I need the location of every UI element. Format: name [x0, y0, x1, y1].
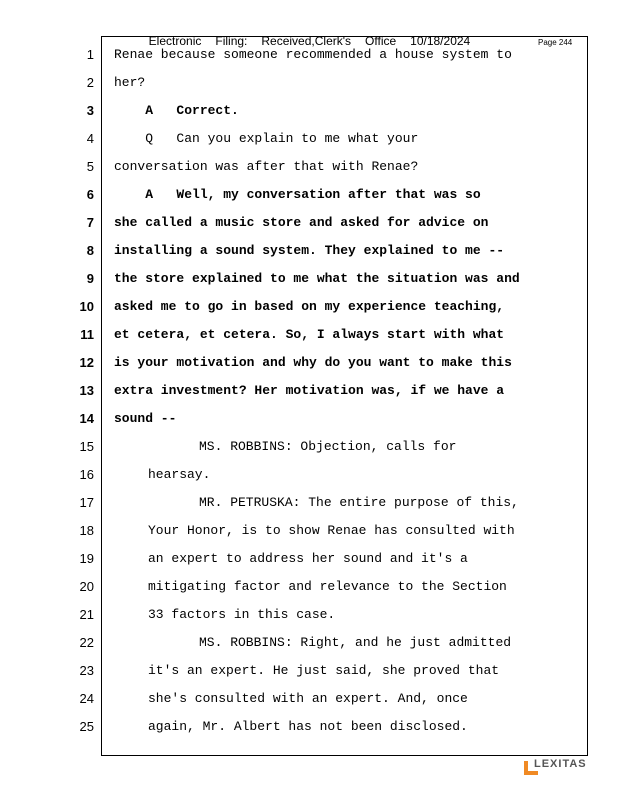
line-number: 6 — [86, 187, 94, 202]
transcript-line: extra investment? Her motivation was, if we have a — [114, 383, 505, 398]
line-number: 14 — [79, 411, 94, 426]
line-number: 7 — [86, 215, 94, 230]
transcript-line: she called a music store and asked for advice on — [114, 215, 489, 230]
header-filing: Filing: — [215, 34, 248, 48]
transcript-line: asked me to go in based on my experience teaching, — [114, 299, 505, 314]
line-number: 15 — [79, 439, 94, 454]
line-number: 20 — [79, 579, 94, 594]
header-office: Office — [365, 34, 397, 48]
page-number: Page 244 — [538, 38, 573, 47]
line-number: 22 — [79, 635, 94, 650]
line-number: 13 — [79, 383, 94, 398]
line-number: 16 — [79, 467, 94, 482]
line-number: 9 — [86, 271, 94, 286]
transcript-line: mitigating factor and relevance to the Section — [148, 579, 507, 594]
line-number: 11 — [80, 327, 94, 342]
transcript-line: is your motivation and why do you want to make this — [114, 355, 512, 370]
line-number: 4 — [86, 131, 94, 146]
line-number: 12 — [79, 355, 94, 370]
transcript-line: 33 factors in this case. — [148, 607, 336, 622]
transcript-line: installing a sound system. They explained to me -- — [114, 243, 505, 258]
transcript-line: sound -- — [114, 411, 177, 426]
transcript-line: et cetera, et cetera. So, I always start with what — [114, 327, 505, 342]
transcript-line: A Well, my conversation after that was so — [114, 187, 481, 202]
line-number: 5 — [86, 159, 94, 174]
line-number: 24 — [79, 691, 94, 706]
transcript-line: MS. ROBBINS: Objection, calls for — [199, 439, 457, 454]
lexitas-logo-text: LEXITAS — [534, 758, 587, 770]
transcript-line: her? — [114, 75, 146, 90]
line-number: 21 — [79, 607, 94, 622]
header-date: 10/18/2024 — [410, 34, 471, 48]
transcript-line: it's an expert. He just said, she proved that — [148, 663, 500, 678]
line-number: 23 — [79, 663, 94, 678]
line-number: 2 — [86, 75, 94, 90]
line-number: 25 — [79, 719, 94, 734]
line-number: 8 — [86, 243, 94, 258]
transcript-line: conversation was after that with Renae? — [114, 159, 419, 174]
transcript-line: A Correct. — [114, 103, 239, 118]
line-number: 17 — [79, 495, 94, 510]
header-electronic: Electronic — [148, 34, 202, 48]
line-number: 3 — [86, 103, 94, 118]
line-number: 10 — [79, 299, 94, 314]
transcript-line: Q Can you explain to me what your — [114, 131, 419, 146]
transcript-line: MR. PETRUSKA: The entire purpose of this, — [199, 495, 519, 510]
transcript-line: hearsay. — [148, 467, 211, 482]
transcript-line: MS. ROBBINS: Right, and he just admitted — [199, 635, 512, 650]
transcript-line: the store explained to me what the situation was and — [114, 271, 520, 286]
transcript-line: Renae because someone recommended a house system to — [114, 47, 512, 62]
transcript-line: an expert to address her sound and it's a — [148, 551, 468, 566]
transcript-line: she's consulted with an expert. And, once — [148, 691, 468, 706]
header-received: Received,Clerk's — [261, 34, 352, 48]
transcript-line: again, Mr. Albert has not been disclosed. — [148, 719, 468, 734]
line-number: 1 — [86, 47, 94, 62]
transcript-line: Your Honor, is to show Renae has consulted with — [148, 523, 515, 538]
line-number: 19 — [79, 551, 94, 566]
line-number: 18 — [79, 523, 94, 538]
